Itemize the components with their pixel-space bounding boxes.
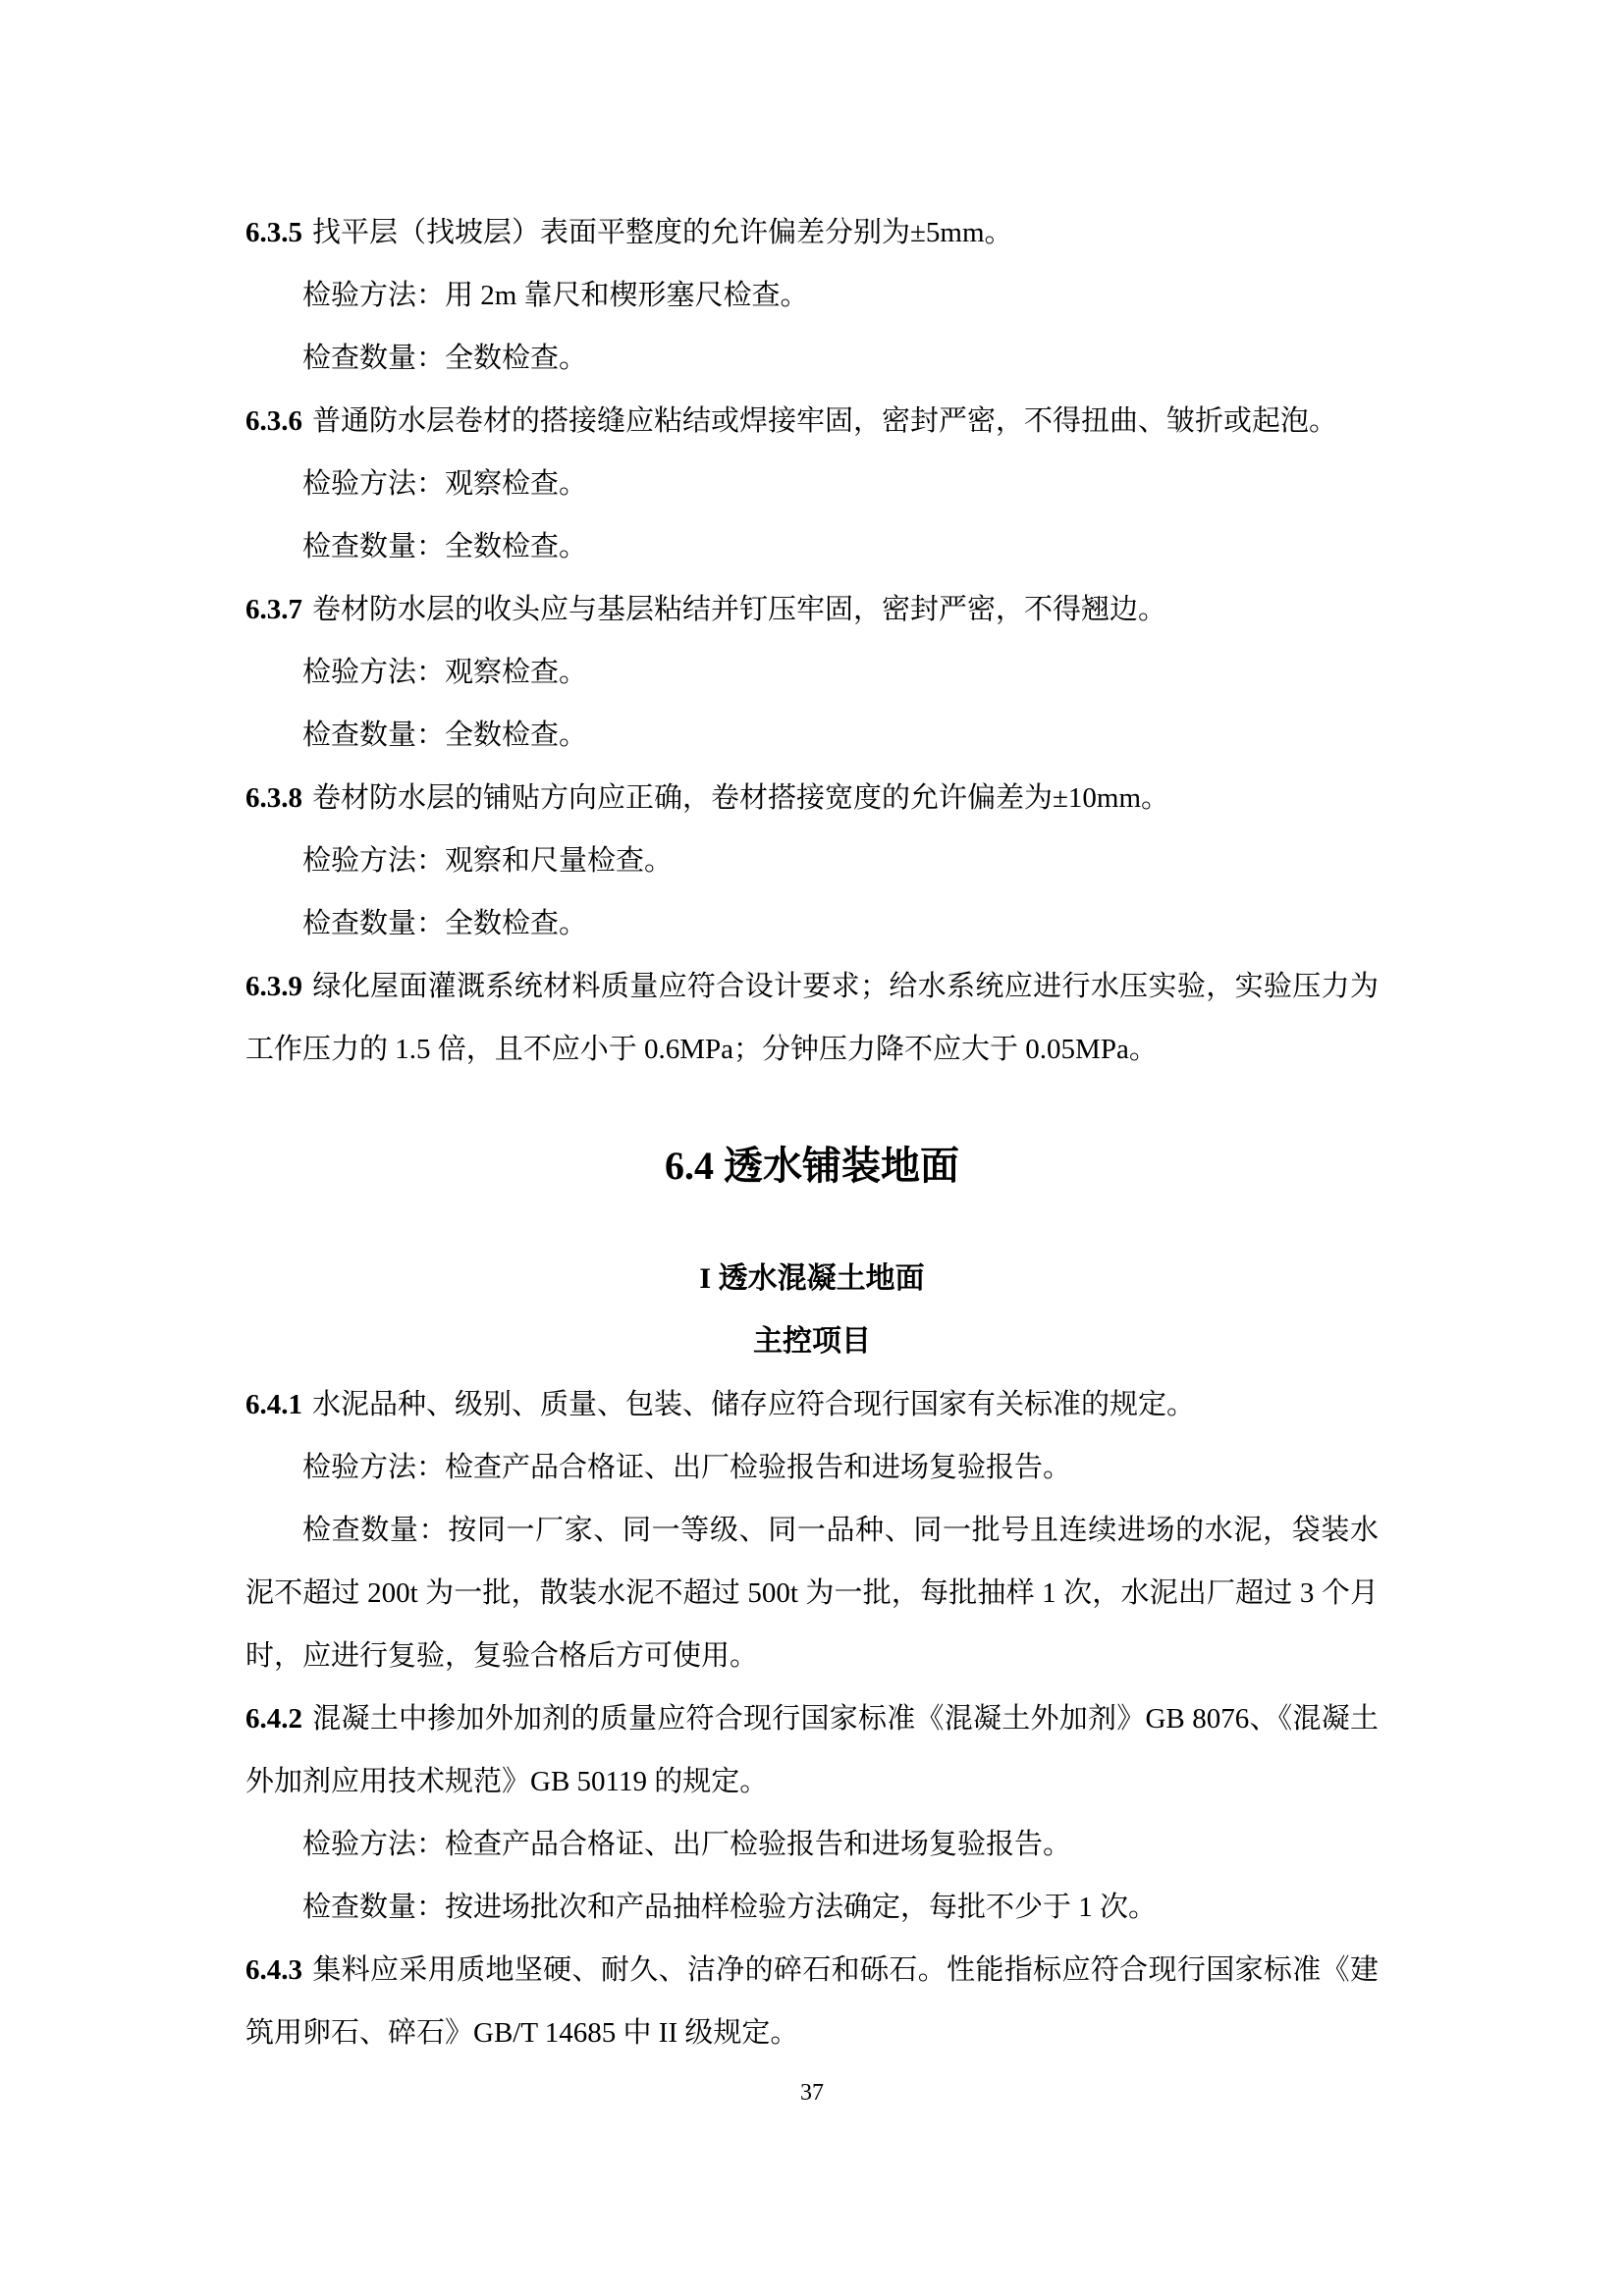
inspection-quantity-line: 检查数量：按同一厂家、同一等级、同一品种、同一批号且连续进场的水泥，袋装水泥不超过 200t 为一批，散装水泥不超过 500t 为一批，每批抽样 1 次，水泥出厂超过 3 个月时，应进行复验，复验合格后方可使用。 [245,1515,1379,1672]
inspection-quantity-line: 检查数量：全数检查。 [302,531,588,562]
clause-6-3-8 [245,767,1379,829]
inspection-quantity-line: 检查数量：全数检查。 [302,343,588,374]
clause-text: 卷材防水层的收头应与基层粘结并钉压牢固，密封严密，不得翘边。 [312,594,1167,625]
inspection-method-line: 检验方法：用 2m 靠尺和楔形塞尺检查。 [302,280,809,311]
clause-text: 绿化屋面灌溉系统材料质量应符合设计要求；给水系统应进行水压实验，实验压力为工作压力的 1.5 倍，且不应小于 0.6MPa；分钟压力降不应大于 0.05MPa。 [245,971,1379,1065]
clause-number: 6.3.9 [245,971,302,1002]
inspection-quantity-line: 检查数量：全数检查。 [302,720,588,751]
clause-text: 混凝土中掺加外加剂的质量应符合现行国家标准《混凝土外加剂》GB 8076、《混凝土外加剂应用技术规范》GB 50119 的规定。 [245,1703,1379,1797]
clause-number: 6.3.7 [245,594,302,625]
clause-6-3-9 [245,955,1379,1081]
subsection-heading-permeable-concrete: I 透水混凝土地面 [699,1262,925,1295]
inspection-quantity-line: 检查数量：全数检查。 [302,908,588,939]
clause-number: 6.3.8 [245,782,302,814]
inspection-quantity-line: 检查数量：按进场批次和产品抽样检验方法确定，每批不少于 1 次。 [302,1892,1158,1923]
clause-6-4-1 [245,1373,1379,1436]
inspection-method-line: 检验方法：观察和尺量检查。 [302,845,674,877]
clause-6-3-6 [245,390,1379,453]
clause-number: 6.3.5 [245,217,302,248]
page-number: 37 [800,2080,824,2106]
clause-text: 卷材防水层的铺贴方向应正确，卷材搭接宽度的允许偏差为±10mm。 [312,782,1170,814]
clause-6-4-3 [245,1939,1379,2064]
clause-number: 6.3.6 [245,405,302,437]
heading-main-control-items: 主控项目 [753,1325,871,1358]
clause-text: 集料应采用质地坚硬、耐久、洁净的碎石和砾石。性能指标应符合现行国家标准《建筑用卵石、碎石》GB/T 14685 中 II 级规定。 [245,1954,1379,2049]
section-heading-6-4: 6.4 透水铺装地面 [665,1144,959,1188]
clause-number: 6.4.1 [245,1389,302,1420]
clause-6-4-2 [245,1687,1379,1813]
clause-text: 水泥品种、级别、质量、包装、储存应符合现行国家有关标准的规定。 [312,1389,1196,1420]
inspection-method-line: 检验方法：观察检查。 [302,657,588,688]
clause-number: 6.4.3 [245,1954,302,1986]
clause-number: 6.4.2 [245,1703,302,1735]
clause-text: 普通防水层卷材的搭接缝应粘结或焊接牢固，密封严密，不得扭曲、皱折或起泡。 [312,405,1338,437]
inspection-method-line: 检验方法：观察检查。 [302,468,588,500]
inspection-method-line: 检验方法：检查产品合格证、出厂检验报告和进场复验报告。 [302,1452,1072,1483]
inspection-method-line: 检验方法：检查产品合格证、出厂检验报告和进场复验报告。 [302,1829,1072,1860]
clause-6-3-5 [245,201,1379,264]
clause-text: 找平层（找坡层）表面平整度的允许偏差分别为±5mm。 [312,217,1013,248]
clause-6-3-7 [245,578,1379,641]
